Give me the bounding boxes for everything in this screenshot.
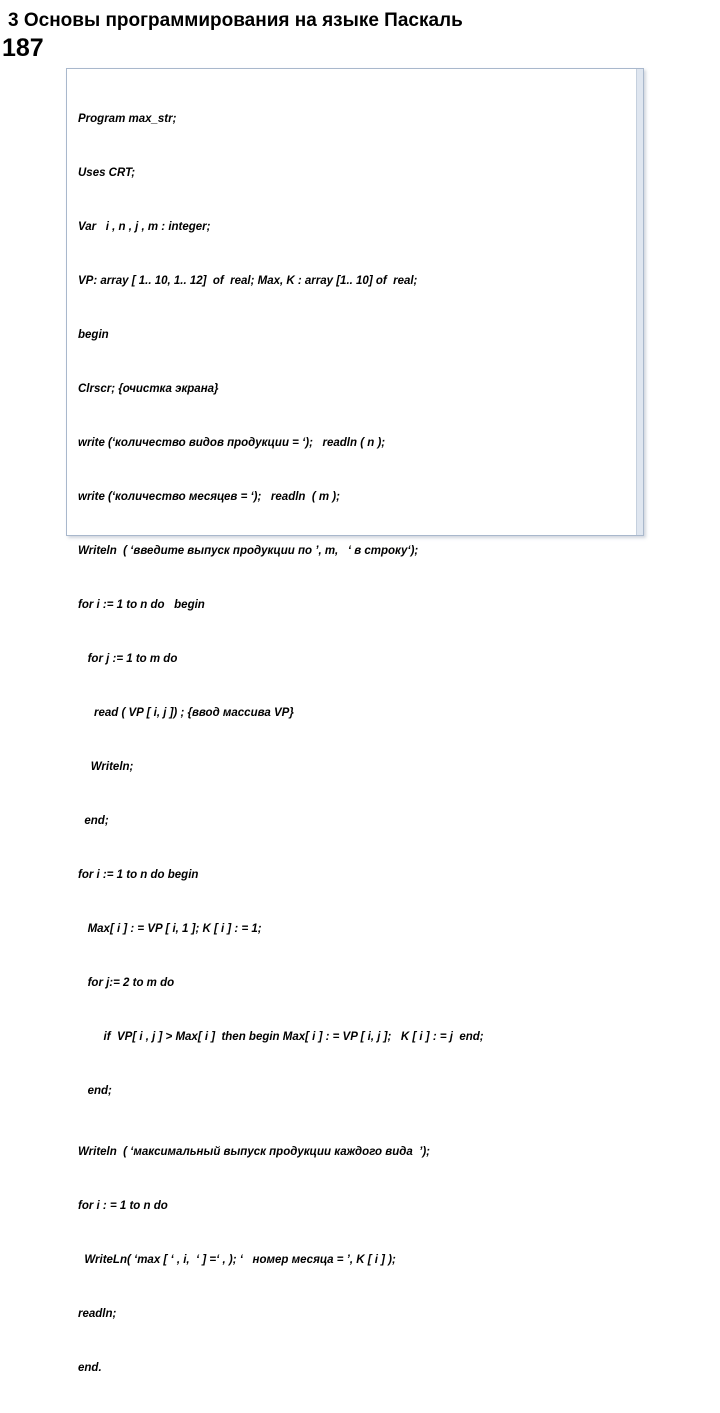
code-line: Clrscr; {очистка экрана}: [78, 383, 219, 395]
code-line: begin: [78, 329, 109, 341]
code-line: Writeln;: [78, 761, 134, 773]
code-line: for j := 1 to m do: [78, 653, 178, 665]
slide-number: 187: [2, 34, 44, 62]
code-line: end.: [78, 1362, 102, 1374]
scrollbar-track[interactable]: [636, 69, 643, 535]
code-line: if VP[ i , j ] > Max[ i ] then begin Max[ i ] : = VP [ i, j ]; K [ i ] : = j end;: [78, 1031, 484, 1043]
code-line: write (‘количество видов продукции = ‘); readln ( n );: [78, 437, 386, 449]
code-listing-box: [66, 68, 644, 1374]
code-line: Var i , n , j , m : integer;: [78, 221, 211, 233]
code-line: end;: [78, 1085, 112, 1097]
code-line: read ( VP [ i, j ]) ; {ввод массива VP}: [78, 707, 294, 719]
code-listing: [78, 74, 633, 1413]
code-line: VP: array [ 1.. 10, 1.. 12] of real; Max, K : array [1.. 10] of real;: [78, 275, 418, 287]
code-line: Writeln ( ‘максимальный выпуск продукции каждого вида ’);: [78, 1146, 430, 1158]
code-line: Program max_str;: [78, 113, 177, 125]
code-line: Uses CRT;: [78, 167, 136, 179]
code-line: write (‘количество месяцев = ‘); readln ( m );: [78, 491, 340, 503]
code-line: end;: [78, 815, 109, 827]
code-line: Writeln ( ‘введите выпуск продукции по ’, m, ‘ в строку‘);: [78, 545, 419, 557]
code-line: readln;: [78, 1308, 117, 1320]
code-line: for i := 1 to n do begin: [78, 599, 205, 611]
code-line: for i : = 1 to n do: [78, 1200, 168, 1212]
code-line: for i := 1 to n do begin: [78, 869, 199, 881]
code-line: WriteLn( ‘max [ ‘ , i, ‘ ] =‘ , ); ‘ номер месяца = ’, K [ i ] );: [78, 1254, 396, 1266]
code-line: Max[ i ] : = VP [ i, 1 ]; K [ i ] : = 1;: [78, 923, 262, 935]
slide-title: 3 Основы программирования на языке Паскаль: [8, 10, 463, 31]
code-line: for j:= 2 to m do: [78, 977, 175, 989]
